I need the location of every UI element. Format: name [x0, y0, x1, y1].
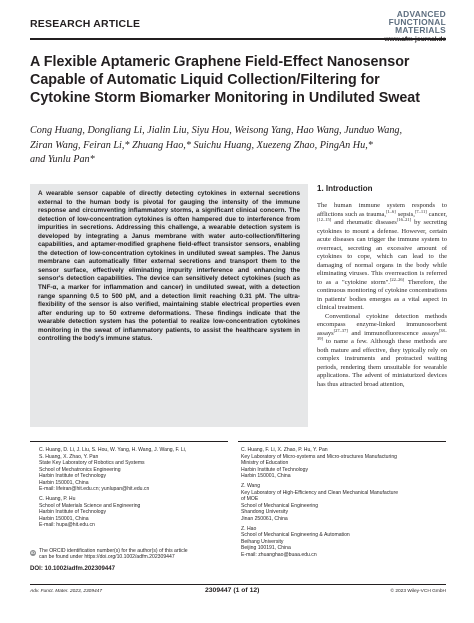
intro-text-span: to name a few. Although these methods are both mature and effective, they typically rely on complex instruments and protracted waiting periods, rendering them unsuitable for wearable applications. The advent of miniaturized devices has thus attracted broad attention,	[317, 338, 447, 388]
affiliation-block	[241, 483, 446, 522]
article-title	[30, 53, 450, 108]
intro-paragraph	[317, 313, 447, 390]
affiliation-line: E-mail: lifeiran@hit.edu.cn; yunlupan@hit.edu.cn	[39, 486, 150, 492]
footer-divider	[30, 584, 446, 585]
affiliation-line: School of Mechanical Engineering & Automation	[241, 532, 350, 538]
intro-text-span: Therefore, the continuous monitoring of cytokine concentrations in patients' bodies emerges as a vital aspect in clinical treatment.	[317, 278, 447, 311]
footer-copyright: © 2023 Wiley-VCH GmbH	[390, 589, 446, 594]
orcid-icon[interactable]: iD	[31, 550, 35, 555]
author-line: Ziran Wang, Feiran Li,* Zhuang Hao,* Suichu Huang, Xuezeng Zhao, PingAn Hu,*	[30, 139, 373, 151]
affiliation-line: Harbin 150001, China	[39, 479, 89, 486]
citation-ref[interactable]: [22–26]	[389, 276, 405, 282]
introduction-body	[317, 202, 447, 389]
affiliation-divider-right	[238, 441, 446, 442]
intro-text-span: and immunofluorescence assays	[347, 329, 439, 337]
affiliation-block	[241, 447, 446, 480]
title-line: A Flexible Aptameric Graphene Field-Effect Nanosensor	[30, 54, 410, 70]
affiliation-line: Z. Wang	[241, 483, 261, 489]
citation-ref[interactable]: [16–21]	[396, 216, 412, 222]
citation-ref[interactable]: [1–6]	[386, 208, 396, 214]
intro-text-span: cancer,	[426, 210, 447, 218]
orcid-line: The ORCID identification number(s) for the author(s) of this article	[39, 548, 188, 554]
journal-logo-line: MATERIALS	[395, 25, 446, 35]
affiliations-right-column	[241, 447, 446, 562]
affiliation-line: School of Mechatronics Engineering	[39, 466, 121, 473]
intro-text-span: Conventional cytokine detection methods encompass enzyme-linked immunosorbent assays	[317, 312, 447, 337]
affiliation-line: of MOE	[241, 496, 259, 502]
affiliation-line: E-mail: zhuanghao@buaa.edu.cn	[241, 551, 317, 558]
affiliation-line: Key Laboratory of High-Efficiency and Clean Mechanical Manufacture	[241, 489, 399, 496]
affiliations-left-column	[39, 447, 234, 532]
citation-ref[interactable]: [7–11]	[414, 208, 427, 214]
affiliation-line: School of Materials Science and Engineering	[39, 502, 141, 509]
affiliation-line: C. Huang, D. Li, J. Liu, S. Hou, W. Yang, H. Wang, J. Wang, F. Li,	[39, 447, 187, 453]
section-heading-introduction: 1. Introduction	[317, 184, 373, 193]
intro-text-span: The human immune system responds to afflictions such as trauma,	[317, 202, 447, 218]
doi-link[interactable]: DOI: 10.1002/adfm.202309447	[30, 565, 116, 572]
footer-page-number: 2309447 (1 of 12)	[205, 587, 260, 594]
author-line: Cong Huang, Dongliang Li, Jialin Liu, Siyu Hou, Weisong Yang, Hao Wang, Junduo Wang,	[30, 125, 403, 136]
author-list	[30, 124, 450, 168]
intro-text-span: sepsis,	[395, 210, 415, 218]
citation-ref[interactable]: [12–15]	[317, 216, 332, 222]
orcid-line-link[interactable]: can be found under https://doi.org/10.1002/adfm.202309447	[39, 554, 175, 561]
citation-ref[interactable]: [27–37]	[333, 327, 348, 333]
affiliation-line: Beijing 100191, China	[241, 545, 291, 551]
affiliation-divider-left	[30, 441, 228, 442]
title-line: Capable of Automatic Liquid Collection/Filtering for	[30, 72, 380, 89]
orcid-text	[39, 548, 239, 561]
affiliation-line: Harbin Institute of Technology	[241, 466, 309, 473]
abstract-box	[30, 184, 308, 427]
affiliation-block	[39, 447, 234, 493]
article-type-label: RESEARCH ARTICLE	[30, 18, 141, 30]
journal-logo	[389, 10, 446, 34]
header-divider	[30, 38, 446, 40]
affiliation-line: Harbin Institute of Technology	[39, 509, 107, 515]
intro-paragraph	[317, 202, 447, 313]
author-line: and Yunlu Pan*	[30, 154, 95, 166]
affiliation-line: Key Laboratory of Micro-systems and Micro-structures Manufacturing	[241, 453, 397, 460]
affiliation-line: Jinan 250061, China	[241, 515, 288, 522]
citation-ref[interactable]: [38–39]	[317, 327, 447, 341]
affiliation-line: Beihang University	[241, 538, 284, 545]
affiliation-line: E-mail: hupa@hit.edu.cn	[39, 522, 95, 528]
intro-text-span: by secreting cytokines to mount a defense. However, certain acute diseases can trigger the immune system to overreact, secreting an excessive amount of cytokines to cope, which can lead to the damaging of normal organs in the body while eliminating viruses. This overreaction is referred to as a "cytokine storm".	[317, 219, 447, 286]
footer-citation: Adv. Funct. Mater. 2023, 2309447	[30, 589, 102, 594]
affiliation-block	[39, 496, 234, 529]
intro-text-span: and rheumatic diseases	[331, 219, 397, 226]
affiliation-line: Shandong University	[241, 509, 289, 515]
affiliation-line: Harbin 150001, China	[39, 515, 89, 522]
affiliation-line: C. Huang, P. Hu	[39, 496, 76, 502]
affiliation-block	[241, 526, 446, 559]
affiliation-line: Z. Hao	[241, 525, 257, 532]
affiliation-line: Harbin 150001, China	[241, 473, 291, 479]
affiliation-line: Ministry of Education	[241, 460, 289, 466]
affiliation-line: School of Mechanical Engineering	[241, 502, 319, 509]
abstract-text: A wearable sensor capable of directly detecting cytokines in external secretions external to the human body is pivotal for gauging the intensity of the immune response and circumventing inflammatory storms, a significant clinical concern. The detection of low-concentration cytokines is often hampered due to interference from impurities in secretions. Addressing this challenge, a wearable detection system is developed by integrating a Janus membrane with water auto-collection/filtering capabilities, and aptamer-modified graphene field-effect transistor sensors, enabling the detection of low-concentration cytokines in undiluted sweat samples. The Janus membrane can automatically filter external secretions and transport them to the sensor surface, effectively eliminating impurity interference and enhancing the sensor's detection capabilities. The device can sensitively detect cytokines (such as TNF-α, a marker for inflammation and cancer) in undiluted sweat, with a detection range spanning 0.5 to 500 pM, and a detection limit reaching 0.31 pM. The ultra-flexibility of the sensor is also verified, maintaining stable electrical properties even after enduring up to 50 extreme deformations. These findings indicate that the wearable detection system has the potential to realize low-concentration cytokines monitoring in the sweat of inflammatory patients, to assist the healthcare system in controlling the body's immune status.	[38, 190, 300, 343]
affiliation-line: S. Huang, X. Zhao, Y. Pan	[39, 453, 99, 460]
journal-logo-line: ADVANCED	[396, 9, 446, 19]
affiliation-line: C. Huang, F. Li, X. Zhao, P. Hu, Y. Pan	[241, 447, 328, 453]
journal-logo-line: FUNCTIONAL	[388, 17, 446, 27]
affiliation-line: State Key Laboratory of Robotics and Systems	[39, 460, 145, 466]
affiliation-line: Harbin Institute of Technology	[39, 473, 107, 479]
title-line: Cytokine Storm Biomarker Monitoring in Undiluted Sweat	[30, 90, 421, 107]
article-header	[30, 8, 446, 38]
